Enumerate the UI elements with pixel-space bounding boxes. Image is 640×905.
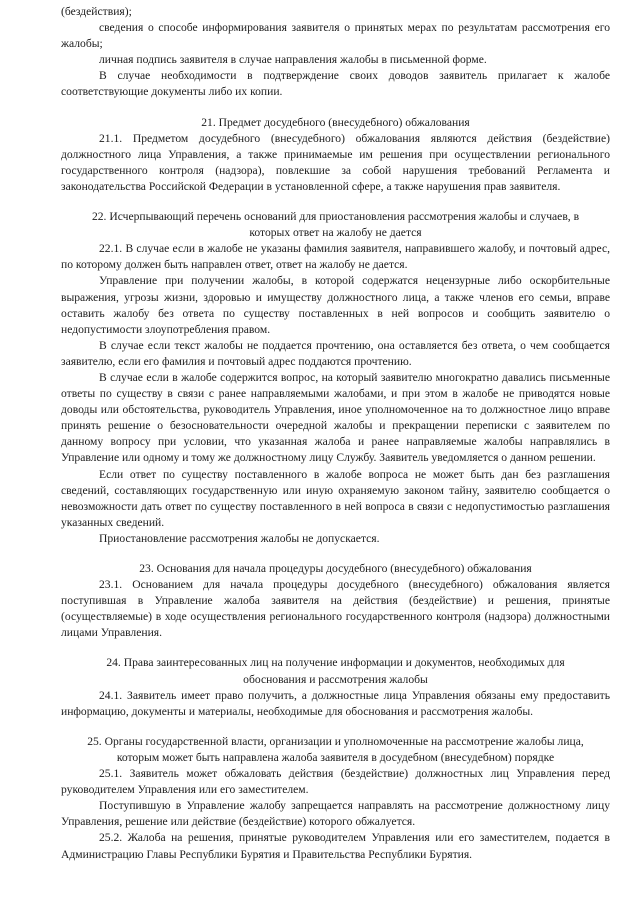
paragraph: 21.1. Предметом досудебного (внесудебного) обжалования являются действия (бездействие) должностного лица Управления, а также принимаемые им решения при осуществлении регионального государственного контроля (надзора), повлекшие за собой нарушения требований Регламента и законодательства Российской Федерации в установленной сфере, а также нарушения прав заявителя.: [61, 131, 610, 193]
paragraph: 23.1. Основанием для начала процедуры досудебного (внесудебного) обжалования является поступившая в Управление жалоба заявителя на действия (бездействие) и решения, принятые (осуществляемые) в ходе осуществления регионального государственного контроля (надзора) должностными лицами Управления.: [61, 578, 610, 640]
paragraph: В случае если в жалобе содержится вопрос, на который заявителю многократно давались письменные ответы по существу в связи с ранее направляемыми жалобами, и при этом в жалобе не приводятся новые доводы или обстоятельства, руководитель Управления, иное уполномоченное на то должностное лицо вправе принять решение о безосновательности очередной жалобы и прекращении переписки с заявителем по данному вопросу при условии, что указанная жалоба и ранее направляемые жалобы направлялись в Управление или одному и тому же должностному лицу Службу. Заявитель уведомляется о данном решении.: [61, 370, 610, 465]
paragraph: 22.1. В случае если в жалобе не указаны фамилия заявителя, направившего жалобу, и почтовый адрес, по которому должен быть направлен ответ, ответ на жалобу не дается.: [61, 242, 610, 272]
paragraph: (бездействия);: [61, 5, 132, 18]
paragraph: личная подпись заявителя в случае направления жалобы в письменной форме.: [99, 53, 487, 67]
paragraph: В случае если текст жалобы не поддается прочтению, она оставляется без ответа, о чем сообщается заявителю, если его фамилия и почтовый адрес поддаются прочтению.: [61, 338, 610, 368]
paragraph: Если ответ по существу поставленного в жалобе вопроса не может быть дан без разглашения сведений, составляющих государственную или иную охраняемую законом тайну, заявителю сообщается о невозможности дать ответ по существу поставленного в ней вопроса в связи с недопустимостью разглашения указанных сведений.: [61, 467, 610, 529]
paragraph: Поступившую в Управление жалобу запрещается направлять на рассмотрение должностному лицу Управления, решение или действие (бездействие) которого обжалуется.: [61, 799, 610, 829]
paragraph: 24.1. Заявитель имеет право получить, а должностные лица Управления обязаны ему предоставить информацию, документы и материалы, необходимые для обоснования и рассмотрения жалобы.: [61, 688, 610, 718]
paragraph: В случае необходимости в подтверждение своих доводов заявитель прилагает к жалобе соответствующие документы либо их копии.: [61, 69, 610, 99]
section-heading-21: 21. Предмет досудебного (внесудебного) обжалования: [201, 115, 470, 129]
paragraph: сведения о способе информирования заявителя о принятых мерах по результатам рассмотрения его жалобы;: [61, 21, 610, 51]
section-heading-24: 24. Права заинтересованных лиц на получение информации и документов, необходимых для обоснования и рассмотрения жалобы: [106, 656, 565, 686]
section-heading-22: 22. Исчерпывающий перечень оснований для приостановления рассмотрения жалобы и случаев, в которых ответ на жалобу не дается: [91, 210, 580, 240]
paragraph: Приостановление рассмотрения жалобы не допускается.: [99, 531, 380, 545]
paragraph: Управление при получении жалобы, в которой содержатся нецензурные либо оскорбительные выражения, угрозы жизни, здоровью и имуществу должностного лица, а также членов его семьи, вправе оставить жалобу без ответа по существу поставленных в ней вопросов и сообщить заявителю о недопустимости злоупотребления правом.: [61, 274, 610, 336]
paragraph: 25.1. Заявитель может обжаловать действия (бездействие) должностных лиц Управления перед руководителем Управления или его заместителем.: [61, 767, 610, 797]
section-heading-25: 25. Органы государственной власти, организации и уполномоченные на рассмотрение жалобы лица, которым может быть направлена жалоба заявителя в досудебном (внесудебном) порядке: [87, 734, 584, 764]
section-heading-23: 23. Основания для начала процедуры досудебного (внесудебного) обжалования: [139, 562, 532, 575]
paragraph: 25.2. Жалоба на решения, принятые руководителем Управления или его заместителем, подается в Администрацию Главы Республики Бурятия и Правительства Республики Бурятия.: [61, 831, 610, 861]
